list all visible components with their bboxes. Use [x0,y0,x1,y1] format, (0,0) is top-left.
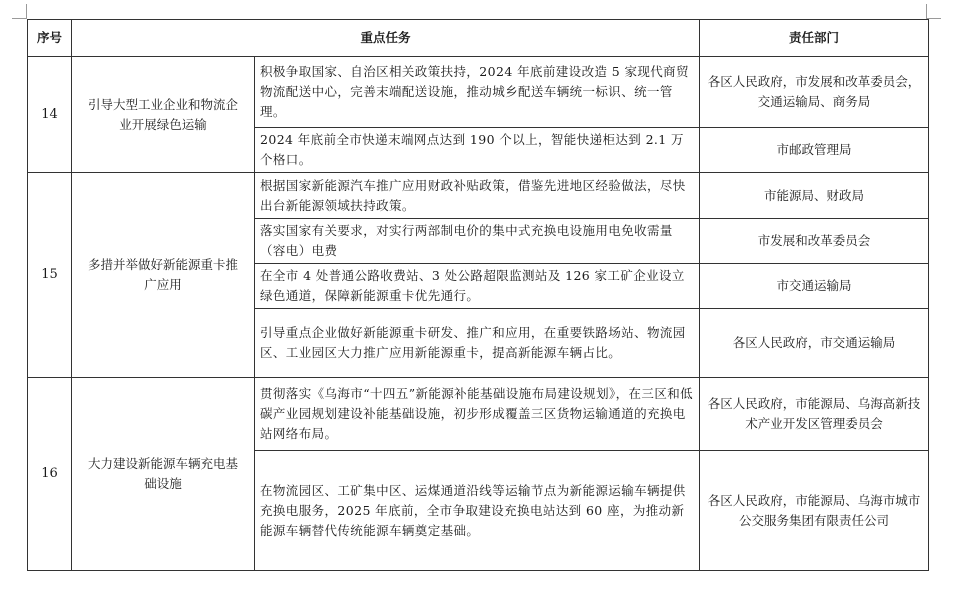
group-name: 大力建设新能源车辆充电基础设施 [72,378,255,571]
header-responsible-dept: 责任部门 [700,20,929,57]
task-cell: 根据国家新能源汽车推广应用财政补贴政策，借鉴先进地区经验做法，尽快出台新能源领域扶持政策。 [255,173,700,219]
header-key-task: 重点任务 [72,20,700,57]
dept-cell: 各区人民政府，市交通运输局 [700,309,929,378]
table-header-row [28,20,929,57]
table-row [28,173,929,219]
dept-cell: 各区人民政府，市发展和改革委员会，交通运输局、商务局 [700,57,929,128]
task-cell: 在全市 4 处普通公路收费站、3 处公路超限监测站及 126 家工矿企业设立绿色通道，保障新能源重卡优先通行。 [255,264,700,309]
dept-cell: 市邮政管理局 [700,128,929,173]
group-number: 16 [28,378,72,571]
task-cell: 在物流园区、工矿集中区、运煤通道沿线等运输节点为新能源运输车辆提供充换电服务，2025 年底前，全市争取建设充换电站达到 60 座，为推动新能源车辆替代传统能源车辆奠定基础。 [255,451,700,571]
task-cell: 积极争取国家、自治区相关政策扶持，2024 年底前建设改造 5 家现代商贸物流配送中心，完善末端配送设施，推动城乡配送车辆统一标识、统一管理。 [255,57,700,128]
group-name: 引导大型工业企业和物流企业开展绿色运输 [72,57,255,173]
task-cell: 落实国家有关要求，对实行两部制电价的集中式充换电设施用电免收需量（容电）电费 [255,219,700,264]
task-cell: 2024 年底前全市快递末端网点达到 190 个以上，智能快递柜达到 2.1 万个格口。 [255,128,700,173]
dept-cell: 市交通运输局 [700,264,929,309]
table-row [28,378,929,451]
header-serial-number: 序号 [28,20,72,57]
dept-cell: 各区人民政府，市能源局、乌海高新技术产业开发区管理委员会 [700,378,929,451]
task-cell: 贯彻落实《乌海市“十四五”新能源补能基础设施布局建设规划》，在三区和低碳产业园规划建设补能基础设施，初步形成覆盖三区货物运输通道的充换电站网络布局。 [255,378,700,451]
group-number: 15 [28,173,72,378]
table-row [28,57,929,128]
task-cell: 引导重点企业做好新能源重卡研发、推广和应用，在重要铁路场站、物流园区、工业园区大力推广应用新能源重卡，提高新能源车辆占比。 [255,309,700,378]
dept-cell: 各区人民政府，市能源局、乌海市城市公交服务集团有限责任公司 [700,451,929,571]
group-number: 14 [28,57,72,173]
group-name: 多措并举做好新能源重卡推广应用 [72,173,255,378]
page-corner-mark-right [926,4,941,19]
dept-cell: 市发展和改革委员会 [700,219,929,264]
page-corner-mark-left [12,4,27,19]
dept-cell: 市能源局、财政局 [700,173,929,219]
key-tasks-table [27,19,929,571]
